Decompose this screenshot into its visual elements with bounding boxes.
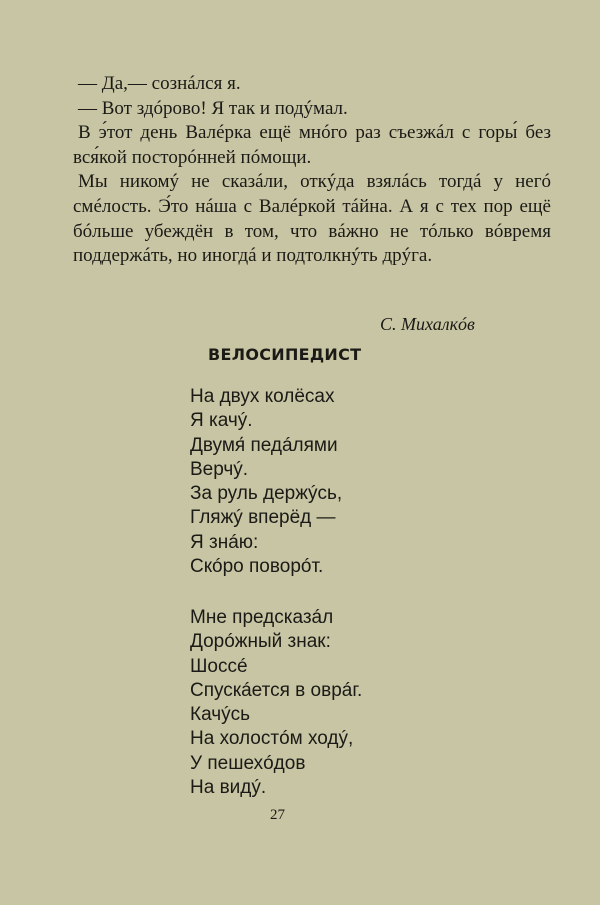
poem-line: Я качý. [190,410,253,432]
poem-line: У пешехóдов [190,752,306,774]
poem-line: За руль держýсь, [190,483,343,505]
poem-line: Шоссé [190,655,248,677]
page-number: 27 [270,807,285,823]
dialogue-line-1: — Да,— сознáлся я. [78,73,241,94]
poem-line: Дорóжный знак: [190,631,331,653]
prose-block [73,72,551,269]
poem-line: На холостóм ходý, [190,728,354,750]
poem-title: ВЕЛОСИПЕДИСТ [208,345,362,364]
poem-line: Спускáется в оврáг. [190,679,363,701]
poem-line: Я знáю: [190,531,259,553]
poem-stanza-1 [190,385,342,579]
paragraph-1: В э́тот день Валéрка ещё мнóго раз съезжáл с горы́ без вся́кой посторóнней пóмощи. [73,122,551,168]
paragraph-2: Мы никомý не сказáли, откýда взялáсь тогдá у негó смéлость. Э́то нáша с Валéркой тáйна. А я с тех пор ещё бóльше убеждён в том, что вáжно не тóлько вóвремя поддержáть, но иногдá и подтолкнýть дрýга. [73,171,551,267]
poem-line: Скóро поворóт. [190,556,324,578]
poem-line: Гляжý вперёд — [190,507,336,529]
poem-line: Качýсь [190,704,251,726]
poem-line: Мне предсказáл [190,607,334,628]
poem-line: Двумя́ педáлями [190,434,338,456]
poem-line: На двух колёсах [190,386,335,407]
poem-line: На видý. [190,777,267,799]
poem-line: Верчý. [190,458,249,480]
dialogue-line-2: — Вот здóрово! Я так и подýмал. [78,97,348,119]
poem-stanza-2 [190,606,362,800]
author-signature: С. Михалкóв [380,314,475,334]
